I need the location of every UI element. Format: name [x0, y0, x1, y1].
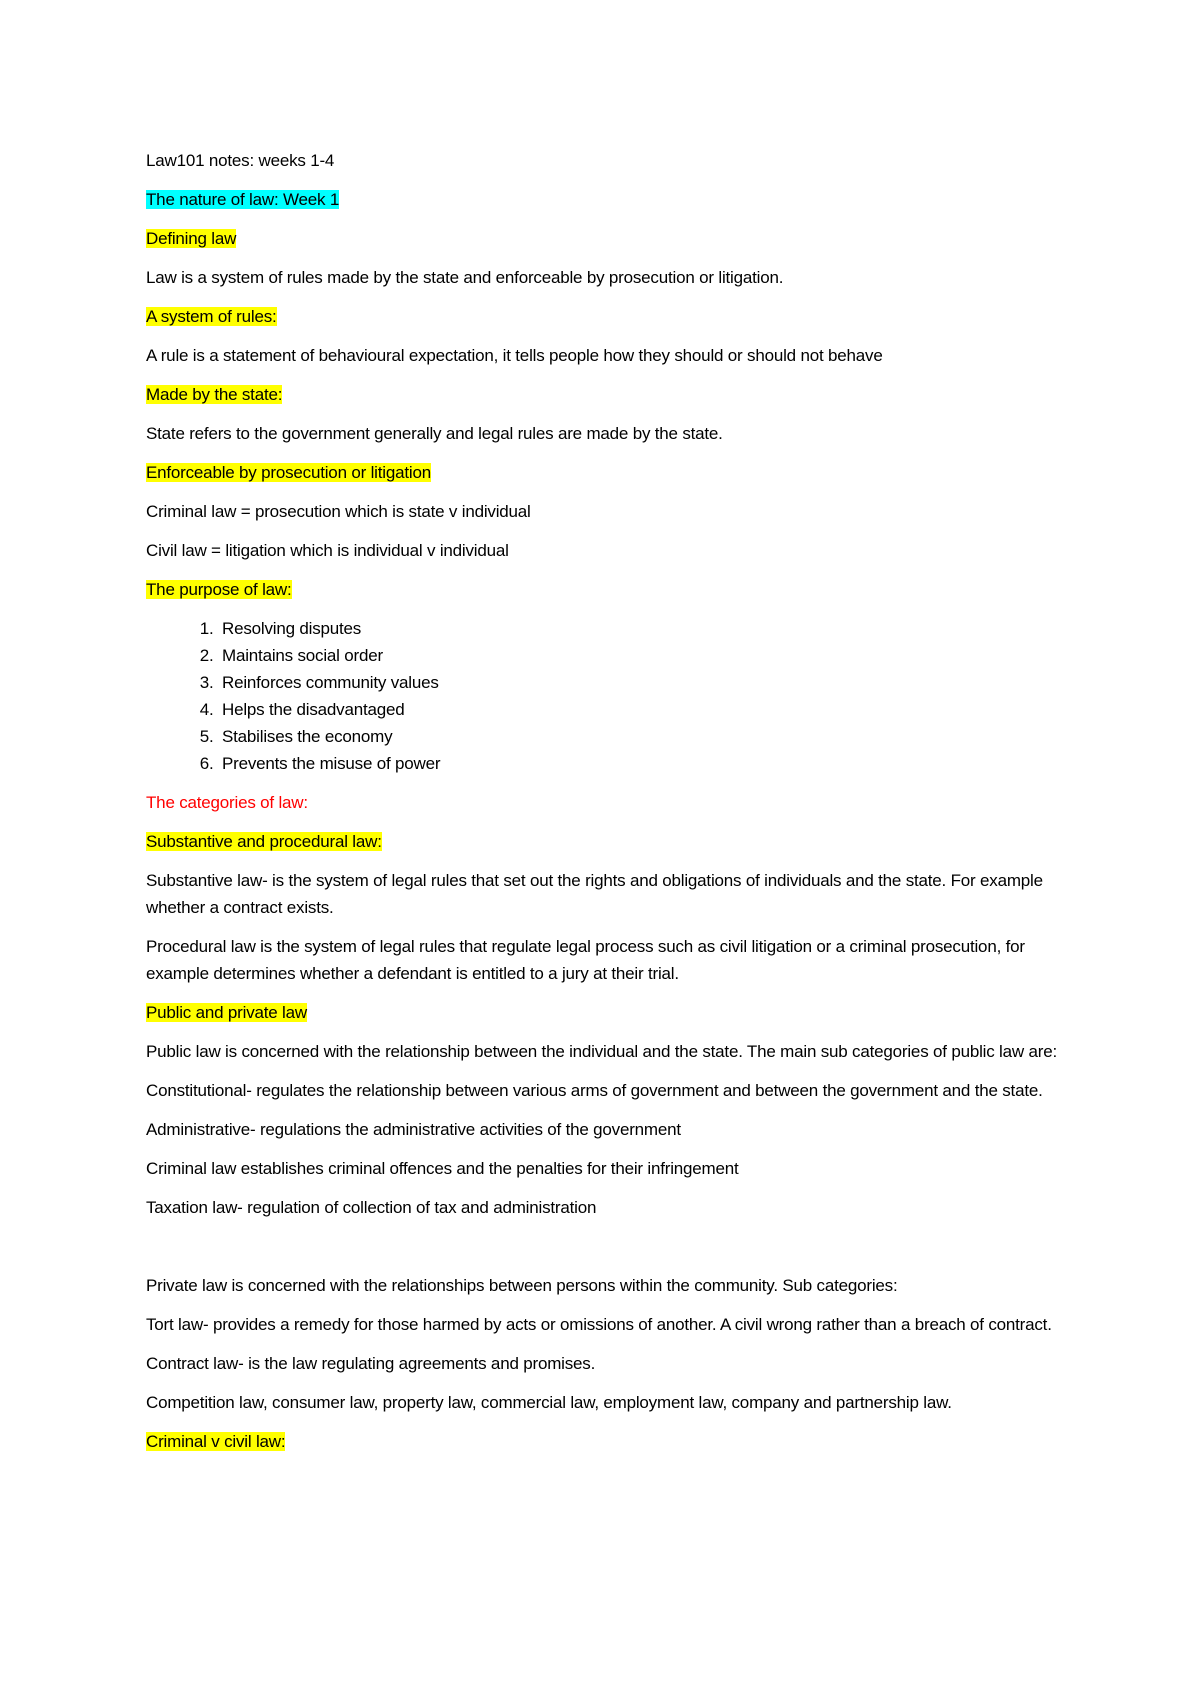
private-law-paragraph: Private law is concerned with the relationships between persons within the community. Sub categories: — [146, 1276, 898, 1295]
criminal-civil-heading — [146, 1428, 1076, 1455]
enforceable-heading-text: Enforceable by prosecution or litigation — [146, 463, 431, 482]
made-by-state-paragraph: State refers to the government generally and legal rules are made by the state. — [146, 424, 723, 443]
taxation-paragraph: Taxation law- regulation of collection of tax and administration — [146, 1198, 597, 1217]
made-by-state-heading-text: Made by the state: — [146, 385, 283, 404]
public-private-heading-text: Public and private law — [146, 1003, 307, 1022]
substantive-procedural-heading-text: Substantive and procedural law: — [146, 832, 382, 851]
other-laws-paragraph: Competition law, consumer law, property law, commercial law, employment law, company and partnership law. — [146, 1393, 952, 1412]
list-item: 3. Reinforces community values — [218, 669, 1076, 696]
contract-paragraph: Contract law- is the law regulating agreements and promises. — [146, 1354, 596, 1373]
list-item: 4. Helps the disadvantaged — [218, 696, 1076, 723]
enforceable-heading — [146, 459, 1076, 486]
list-item: 6. Prevents the misuse of power — [218, 750, 1076, 777]
blank-line — [146, 1233, 1076, 1260]
criminal-law-paragraph: Criminal law establishes criminal offences and the penalties for their infringement — [146, 1159, 739, 1178]
constitutional-paragraph: Constitutional- regulates the relationship between various arms of government and between the government and the state. — [146, 1081, 1043, 1100]
week-heading — [146, 186, 1076, 213]
list-item: 1. Resolving disputes — [218, 615, 1076, 642]
purpose-heading — [146, 576, 1076, 603]
system-of-rules-heading-text: A system of rules: — [146, 307, 277, 326]
defining-law-paragraph: Law is a system of rules made by the state and enforceable by prosecution or litigation. — [146, 268, 784, 287]
purpose-list — [146, 615, 1076, 777]
administrative-paragraph: Administrative- regulations the administrative activities of the government — [146, 1120, 681, 1139]
purpose-heading-text: The purpose of law: — [146, 580, 292, 599]
list-item: 5. Stabilises the economy — [218, 723, 1076, 750]
document-title: Law101 notes: weeks 1-4 — [146, 151, 335, 170]
system-of-rules-paragraph: A rule is a statement of behavioural expectation, it tells people how they should or should not behave — [146, 346, 883, 365]
made-by-state-heading — [146, 381, 1076, 408]
substantive-paragraph: Substantive law- is the system of legal rules that set out the rights and obligations of individuals and the state. For example whether a contract exists. — [146, 871, 1043, 917]
categories-heading: The categories of law: — [146, 793, 308, 812]
document-body — [146, 147, 1076, 1467]
civil-law-line: Civil law = litigation which is individual v individual — [146, 541, 509, 560]
system-of-rules-heading — [146, 303, 1076, 330]
public-law-paragraph: Public law is concerned with the relationship between the individual and the state. The main sub categories of public law are: — [146, 1042, 1057, 1061]
list-item: 2. Maintains social order — [218, 642, 1076, 669]
defining-law-heading — [146, 225, 1076, 252]
substantive-procedural-heading — [146, 828, 1076, 855]
criminal-law-line: Criminal law = prosecution which is state v individual — [146, 502, 531, 521]
public-private-heading — [146, 999, 1076, 1026]
defining-law-heading-text: Defining law — [146, 229, 237, 248]
tort-paragraph: Tort law- provides a remedy for those harmed by acts or omissions of another. A civil wrong rather than a breach of contract. — [146, 1315, 1052, 1334]
procedural-paragraph: Procedural law is the system of legal rules that regulate legal process such as civil litigation or a criminal prosecution, for example determines whether a defendant is entitled to a jury at their trial. — [146, 937, 1025, 983]
week-heading-text: The nature of law: Week 1 — [146, 190, 340, 209]
criminal-civil-heading-text: Criminal v civil law: — [146, 1432, 286, 1451]
